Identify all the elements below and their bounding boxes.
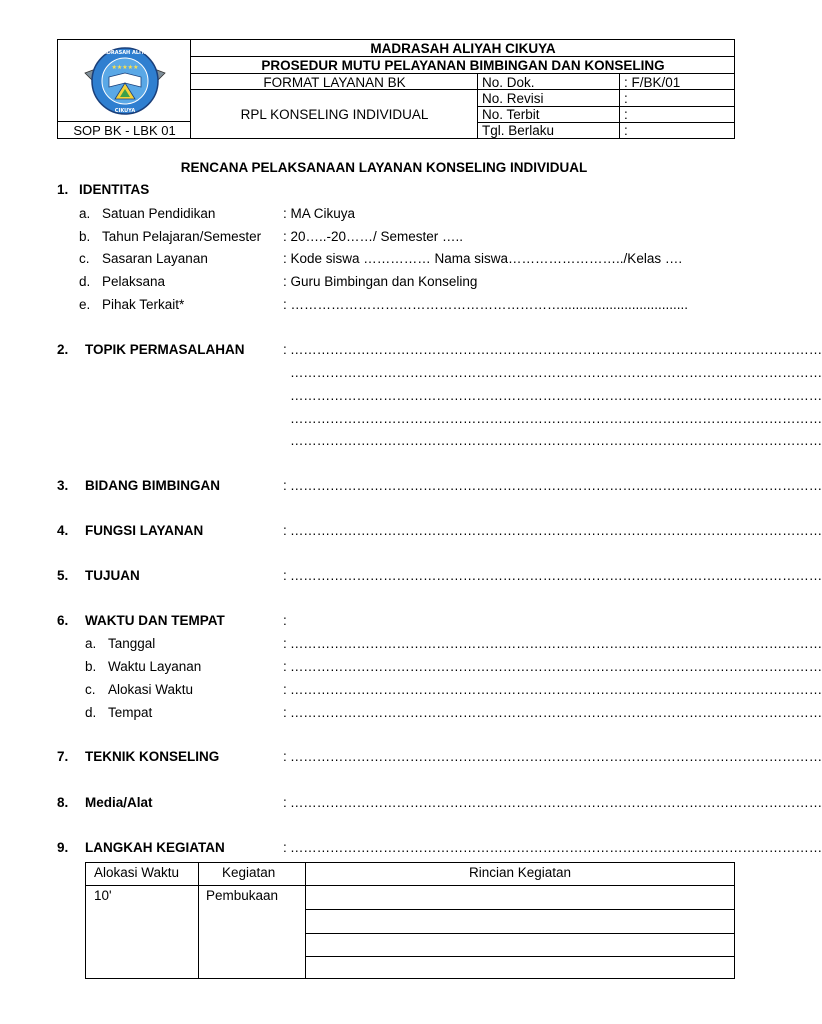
field-label: Sasaran Layanan xyxy=(102,251,208,266)
item-letter: c. xyxy=(79,251,90,266)
section-number: 3. xyxy=(57,478,69,493)
dotted-line: ………………………………………………………………………………………………………… xyxy=(290,342,822,357)
dotted-line: ………………………………………………………………………………………………………… xyxy=(290,840,822,855)
sop-code: SOP BK - LBK 01 xyxy=(73,123,176,138)
field-label: Waktu Layanan xyxy=(108,659,202,674)
section-tujuan: TUJUAN xyxy=(85,568,140,583)
colon: : xyxy=(283,478,287,493)
kegiatan-table xyxy=(85,862,735,979)
colon: : xyxy=(283,342,287,357)
meta-key: No. Dok. xyxy=(482,74,535,90)
dotted-line: ………………………………………………………………………………………………………… xyxy=(290,365,822,380)
divider xyxy=(305,863,306,978)
colon: : xyxy=(283,749,287,764)
item-letter: b. xyxy=(85,659,97,674)
section-identitas: IDENTITAS xyxy=(79,182,150,197)
section-number: 9. xyxy=(57,840,69,855)
meta-value: : xyxy=(624,106,628,122)
meta-value: : F/BK/01 xyxy=(624,74,681,90)
svg-text:★★★★★: ★★★★★ xyxy=(111,64,138,71)
colon: : xyxy=(283,840,287,855)
section-number: 1. xyxy=(57,182,69,197)
section-bidang: BIDANG BIMBINGAN xyxy=(85,478,220,493)
section-langkah: LANGKAH KEGIATAN xyxy=(85,840,225,855)
section-number: 5. xyxy=(57,568,69,583)
dotted-line: ………………………………………………………………………………………………………… xyxy=(290,705,822,720)
dotted-line: ………………………………………………………………………………………………………… xyxy=(290,636,822,651)
svg-text:MADRASAH ALIYAH: MADRASAH ALIYAH xyxy=(97,50,152,56)
meta-value: : xyxy=(624,122,628,138)
dotted-line: ………………………………………………………………………………………………………… xyxy=(290,478,822,493)
colon: : xyxy=(283,636,287,651)
meta-key: Tgl. Berlaku xyxy=(482,122,555,138)
table-cell-alokasi: 10' xyxy=(94,888,112,903)
document-title: RPL KONSELING INDIVIDUAL xyxy=(240,107,429,122)
field-value: : MA Cikuya xyxy=(283,206,356,221)
school-logo xyxy=(58,40,191,122)
field-value: : 20…..-20……/ Semester ….. xyxy=(283,229,464,244)
section-waktu: WAKTU DAN TEMPAT xyxy=(85,613,225,628)
school-name: MADRASAH ALIYAH CIKUYA xyxy=(370,41,556,56)
divider xyxy=(306,956,734,957)
dotted-line: ………………………………………………………………………………………………………… xyxy=(290,433,822,448)
field-label: Pihak Terkait* xyxy=(102,297,185,312)
section-fungsi: FUNGSI LAYANAN xyxy=(85,523,204,538)
format-label: FORMAT LAYANAN BK xyxy=(263,74,406,90)
section-topik: TOPIK PERMASALAHAN xyxy=(85,342,245,357)
colon: : xyxy=(283,613,287,628)
colon: : xyxy=(283,659,287,674)
svg-text:CIKUYA: CIKUYA xyxy=(114,108,135,114)
header-table xyxy=(57,39,735,139)
colon: : xyxy=(283,795,287,810)
item-letter: a. xyxy=(79,206,91,221)
dotted-line: ………………………………………………………………………………………………………… xyxy=(290,568,822,583)
dotted-line: ………………………………………………………………………………………………………… xyxy=(290,659,822,674)
divider xyxy=(198,863,199,978)
dotted-line: ………………………………………………………………………………………………………… xyxy=(290,388,822,403)
field-label: Tanggal xyxy=(108,636,156,651)
school-logo-icon xyxy=(79,43,171,119)
field-label: Satuan Pendidikan xyxy=(102,206,216,221)
column-header: Alokasi Waktu xyxy=(94,865,180,880)
field-value: : Guru Bimbingan dan Konseling xyxy=(283,274,478,289)
section-number: 4. xyxy=(57,523,69,538)
colon: : xyxy=(283,523,287,538)
colon: : xyxy=(283,568,287,583)
section-number: 6. xyxy=(57,613,69,628)
dotted-line: ………………………………………………………………………………………………………… xyxy=(290,749,822,764)
meta-key: No. Revisi xyxy=(482,90,544,106)
page-title: RENCANA PELAKSANAAN LAYANAN KONSELING INDIVIDUAL xyxy=(180,160,588,175)
section-number: 8. xyxy=(57,795,69,810)
column-header: Rincian Kegiatan xyxy=(468,865,572,880)
meta-key: No. Terbit xyxy=(482,106,540,122)
colon: : xyxy=(283,682,287,697)
field-label: Tahun Pelajaran/Semester xyxy=(102,229,262,244)
dotted-line: ………………………………………………………………………………………………………… xyxy=(290,795,822,810)
item-letter: e. xyxy=(79,297,91,312)
procedure-title: PROSEDUR MUTU PELAYANAN BIMBINGAN DAN KONSELING xyxy=(261,58,665,73)
colon: : xyxy=(283,705,287,720)
field-label: Pelaksana xyxy=(102,274,166,289)
item-letter: d. xyxy=(79,274,91,289)
section-number: 7. xyxy=(57,749,69,764)
section-number: 2. xyxy=(57,342,69,357)
field-label: Tempat xyxy=(108,705,153,720)
dotted-line: ………………………………………………………………………………………………………… xyxy=(290,523,822,538)
section-teknik: TEKNIK KONSELING xyxy=(85,749,220,764)
dotted-line: ………………………………………………………………………………………………………… xyxy=(290,682,822,697)
table-cell-kegiatan: Pembukaan xyxy=(206,888,279,903)
meta-value: : xyxy=(624,90,628,106)
field-value: : …………………………………………………….................................. xyxy=(283,297,689,312)
divider xyxy=(86,885,734,886)
item-letter: c. xyxy=(85,682,96,697)
field-label: Alokasi Waktu xyxy=(108,682,194,697)
column-header: Kegiatan xyxy=(222,865,276,880)
field-value: : Kode siswa …………… Nama siswa……………………../Kelas …. xyxy=(283,251,683,266)
item-letter: b. xyxy=(79,229,91,244)
section-media: Media/Alat xyxy=(85,795,153,810)
item-letter: d. xyxy=(85,705,97,720)
dotted-line: ………………………………………………………………………………………………………… xyxy=(290,411,822,426)
divider xyxy=(306,909,734,910)
divider xyxy=(306,933,734,934)
item-letter: a. xyxy=(85,636,97,651)
